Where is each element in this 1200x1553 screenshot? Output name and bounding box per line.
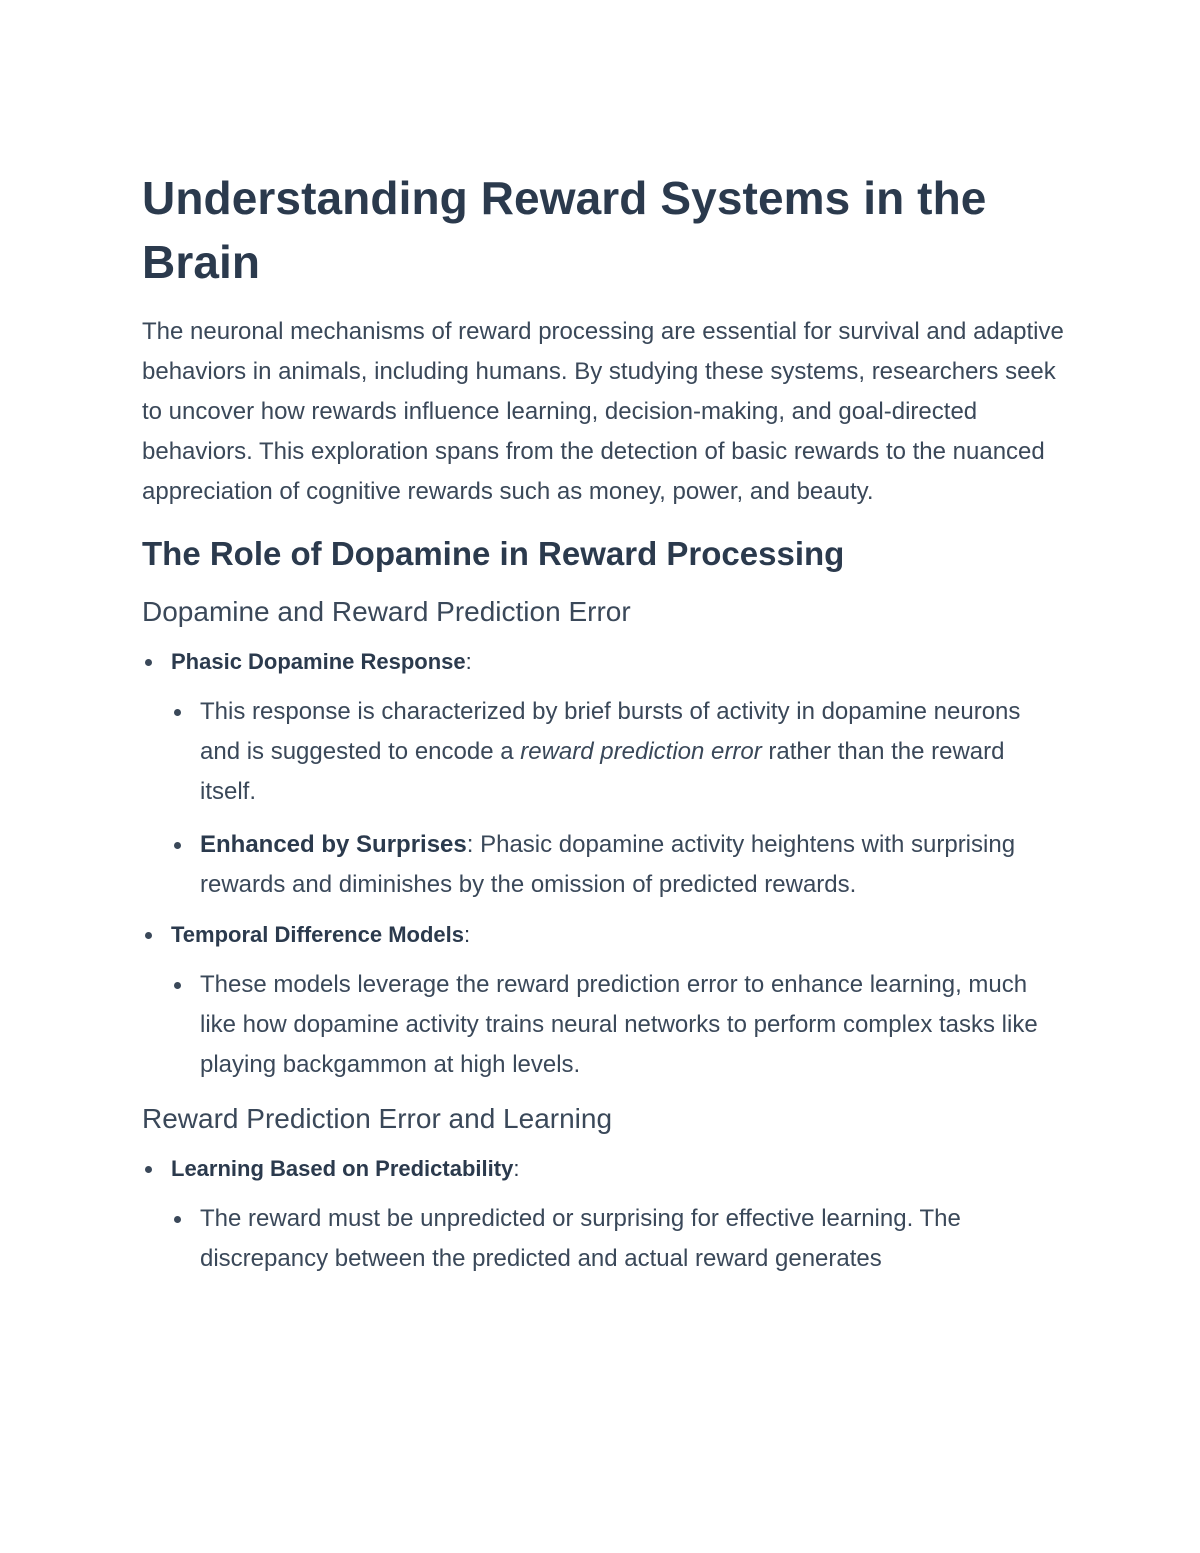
- section-heading-dopamine-role: The Role of Dopamine in Reward Processing: [142, 535, 845, 572]
- list-item-predictability: [142, 1149, 1067, 1279]
- bullet-list: [142, 642, 1067, 1085]
- strong-text: Enhanced by Surprises: [200, 831, 467, 858]
- nested-list-item: [171, 965, 1067, 1085]
- list-item-label: Temporal Difference Models: [171, 922, 464, 947]
- nested-bullet-list: [171, 692, 1067, 905]
- page-title: Understanding Reward Systems in the Brain: [142, 172, 987, 288]
- bullet-dot-icon: [174, 709, 181, 716]
- bullet-dot-icon: [145, 659, 152, 666]
- list-item-text: This response is characterized by brief bursts of activity in dopamine neurons and is suggested to encode a: [200, 698, 1021, 765]
- list-item-text: rather than the reward itself.: [200, 738, 1005, 805]
- nested-list-item: [171, 1199, 1067, 1279]
- list-item-colon: :: [513, 1156, 520, 1181]
- bullet-dot-icon: [145, 1166, 152, 1173]
- bullet-list: [142, 1149, 1067, 1279]
- subsection-heading-prediction-error: Dopamine and Reward Prediction Error: [142, 596, 631, 627]
- list-item-label: Learning Based on Predictability: [171, 1156, 514, 1181]
- bullet-dot-icon: [145, 932, 152, 939]
- intro-paragraph: The neuronal mechanisms of reward processing are essential for survival and adaptive behaviors in animals, including humans. By studying these systems, researchers seek to uncover how rewards influence learning, decision-making, and goal-directed behaviors. This exploration spans from the detection of basic rewards to the nuanced appreciation of cognitive rewards such as money, power, and beauty.: [142, 318, 1064, 505]
- list-item-colon: :: [464, 922, 471, 947]
- nested-list-item: [171, 692, 1067, 812]
- bullet-dot-icon: [174, 842, 181, 849]
- list-item-text: The reward must be unpredicted or surprising for effective learning. The discrepancy between the predicted and actual reward generates: [200, 1205, 961, 1272]
- list-item-text: : Phasic dopamine activity heightens with surprising rewards and diminishes by the omission of predicted rewards.: [200, 831, 1016, 898]
- subsection-heading-learning: Reward Prediction Error and Learning: [142, 1103, 613, 1134]
- list-item-phasic-dopamine: [142, 642, 1067, 905]
- nested-bullet-list: [171, 965, 1067, 1085]
- emphasis-text: reward prediction error: [520, 738, 762, 765]
- bullet-dot-icon: [174, 982, 181, 989]
- nested-bullet-list: [171, 1199, 1067, 1279]
- nested-list-item: [171, 825, 1067, 905]
- list-item-label: Phasic Dopamine Response: [171, 649, 466, 674]
- list-item-colon: :: [465, 649, 472, 674]
- list-item-text: These models leverage the reward prediction error to enhance learning, much like how dopamine activity trains neural networks to perform complex tasks like playing backgammon at high levels.: [200, 971, 1038, 1078]
- bullet-dot-icon: [174, 1216, 181, 1223]
- document-page: [142, 166, 1067, 1279]
- list-item-temporal-difference: [142, 915, 1067, 1085]
